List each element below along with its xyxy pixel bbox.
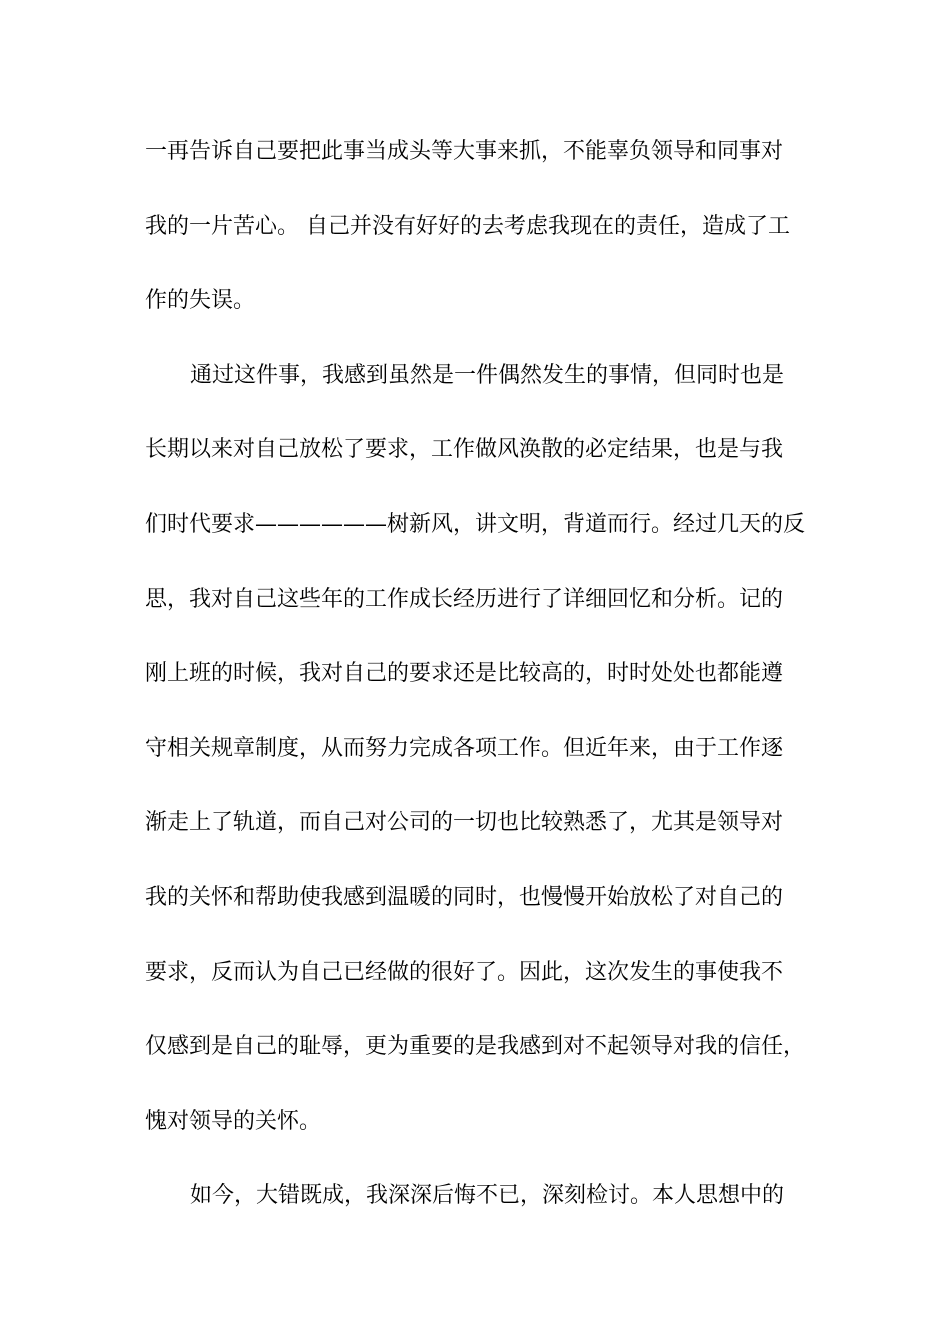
text-line-14: 愧对领导的关怀。	[145, 1109, 322, 1134]
paragraph-start-line: 通过这件事，我感到虽然是一件偶然发生的事情，但同时也是	[190, 363, 785, 388]
text-line-3: 作的失误。	[145, 288, 256, 313]
text-line-7: 思，我对自己这些年的工作成长经历进行了详细回忆和分析。记的	[145, 587, 784, 612]
text-line-12: 要求，反而认为自己已经做的很好了。因此，这次发生的事使我不	[145, 960, 784, 985]
text-line-2: 我的一片苦心。 自己并没有好好的去考虑我现在的责任，造成了工	[145, 214, 790, 239]
text-line-13: 仅感到是自己的耻辱，更为重要的是我感到对不起领导对我的信任，	[145, 1034, 806, 1059]
text-line-6: 们时代要求——————树新风，讲文明，背道而行。经过几天的反	[145, 512, 806, 537]
text-line-8: 刚上班的时候，我对自己的要求还是比较高的，时时处处也都能遵	[145, 661, 784, 686]
text-line-11: 我的关怀和帮助使我感到温暖的同时，也慢慢开始放松了对自己的	[145, 885, 784, 910]
text-line-10: 渐走上了轨道，而自己对公司的一切也比较熟悉了，尤其是领导对	[145, 810, 784, 835]
text-line-9: 守相关规章制度，从而努力完成各项工作。但近年来，由于工作逐	[145, 736, 784, 761]
text-line-1: 一再告诉自己要把此事当成头等大事来抓，不能辜负领导和同事对	[145, 139, 784, 164]
text-line-5: 长期以来对自己放松了要求，工作做风涣散的必定结果，也是与我	[145, 437, 784, 462]
paragraph-start-line: 如今，大错既成，我深深后悔不已，深刻检讨。本人思想中的	[190, 1183, 785, 1208]
